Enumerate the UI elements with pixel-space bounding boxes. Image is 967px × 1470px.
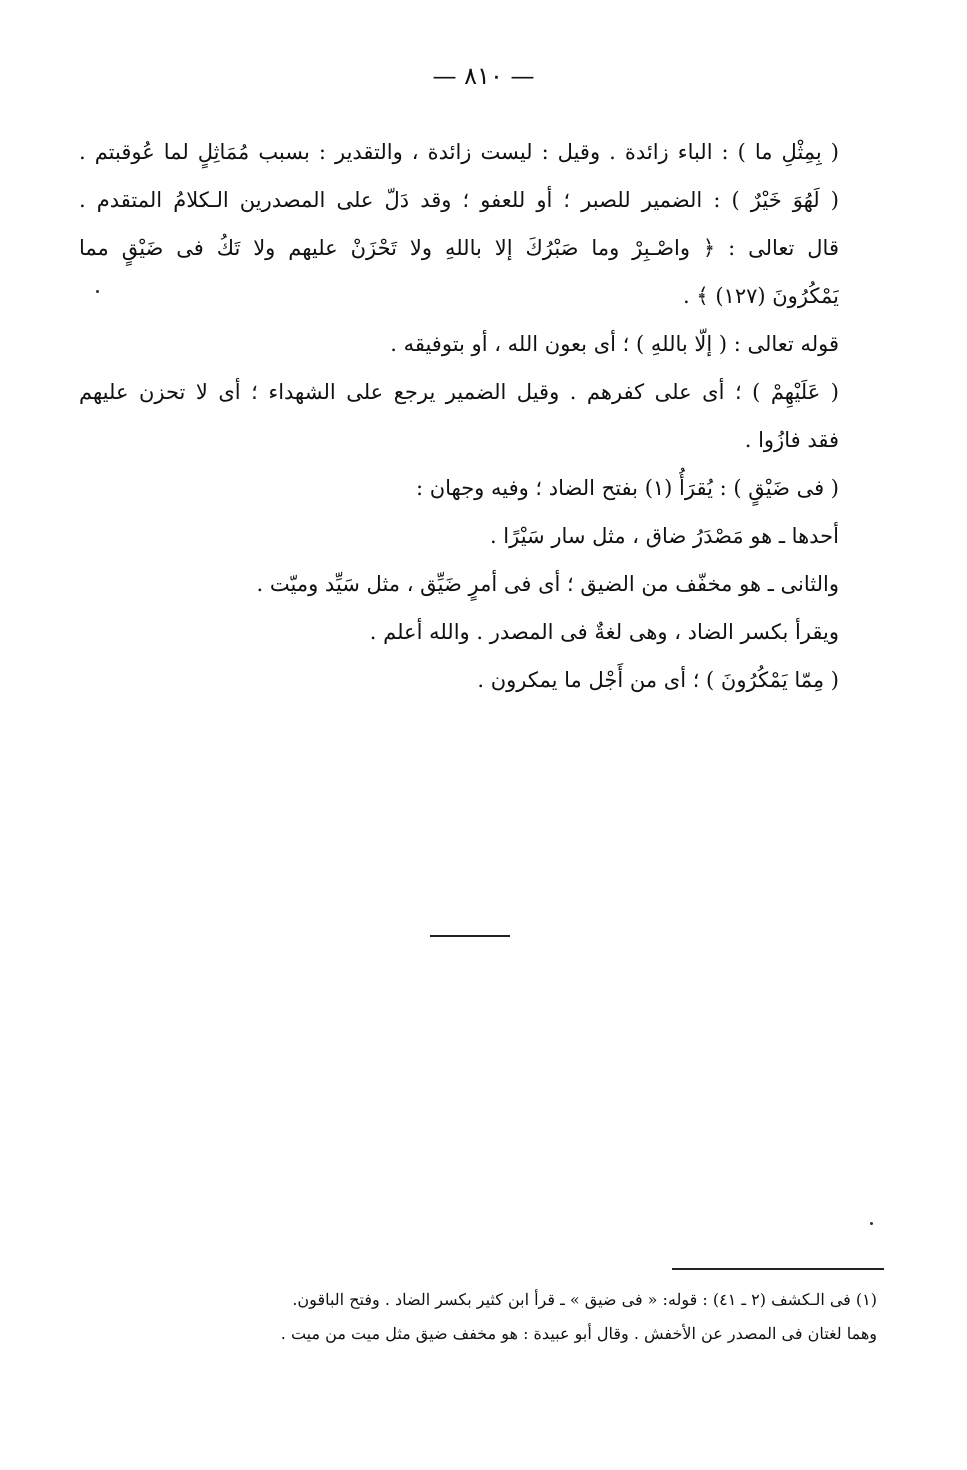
text-line: ( بِمِثْلِ ما ) : الباء زائدة . وقيل : ليست زائدة ، والتقدير : بسبب مُمَاثِلٍ لما عُوقبتم . [79,140,839,164]
print-speck [96,290,99,293]
text-line: قوله تعالى : ( إلّا باللهِ ) ؛ أى بعون الله ، أو بتوفيقه . [390,332,839,356]
main-text [79,128,839,704]
page-number: — ٨١٠ — [432,62,535,90]
text-line: ( فى ضَيْقٍ ) : يُقرَأُ (١) بفتح الضاد ؛ وفيه وجهان : [415,476,839,500]
text-line: ( مِمّا يَمْكُرُونَ ) ؛ أى من أَجْل ما يمكرون . [477,668,839,692]
footnotes [77,1283,877,1351]
text-line: ( عَلَيْهِمْ ) ؛ أى على كفرهم . وقيل الضمير يرجع على الشهداء ؛ أى لا تحزن عليهم [79,380,839,404]
text-line: والثانى ـ هو مخفّف من الضيق ؛ أى فى أمرٍ ضَيِّق ، مثل سَيِّد وميّت . [256,572,839,596]
footnote-divider [672,1268,884,1270]
footnote-line: (١) فى الـكشف (٢ ـ ٤١) : قوله: « فى ضيق » ـ قرأ ابن كثير بكسر الضاد . وفتح الباقون. [292,1290,877,1309]
text-line: أحدها ـ هو مَصْدَرُ ضاق ، مثل سار سَيْرًا . [489,524,839,548]
text-line: يَمْكُرُونَ (١٢٧) ﴾ . [683,284,839,308]
footnote-line: وهما لغتان فى المصدر عن الأخفش . وقال أبو عبيدة : هو مخفف ضيق مثل ميت من ميت . [280,1324,877,1343]
text-line: قال تعالى : ﴿ واصْـبِرْ وما صَبْرُكَ إلا باللهِ ولا تَحْزَنْ عليهم ولا تَكُ فى ضَيْقٍ مما [79,236,839,260]
section-divider [430,935,510,937]
text-line: ( لَهُوَ خَيْرٌ ) : الضمير للصبر ؛ أو للعفو ؛ وقد دَلّ على المصدرين الـكلامُ المتقدم . [79,188,839,212]
text-line: ويقرأ بكسر الضاد ، وهى لغةٌ فى المصدر . والله أعلم . [369,620,839,644]
text-line: فقد فازُوا . [744,428,839,452]
print-speck [870,1222,873,1225]
